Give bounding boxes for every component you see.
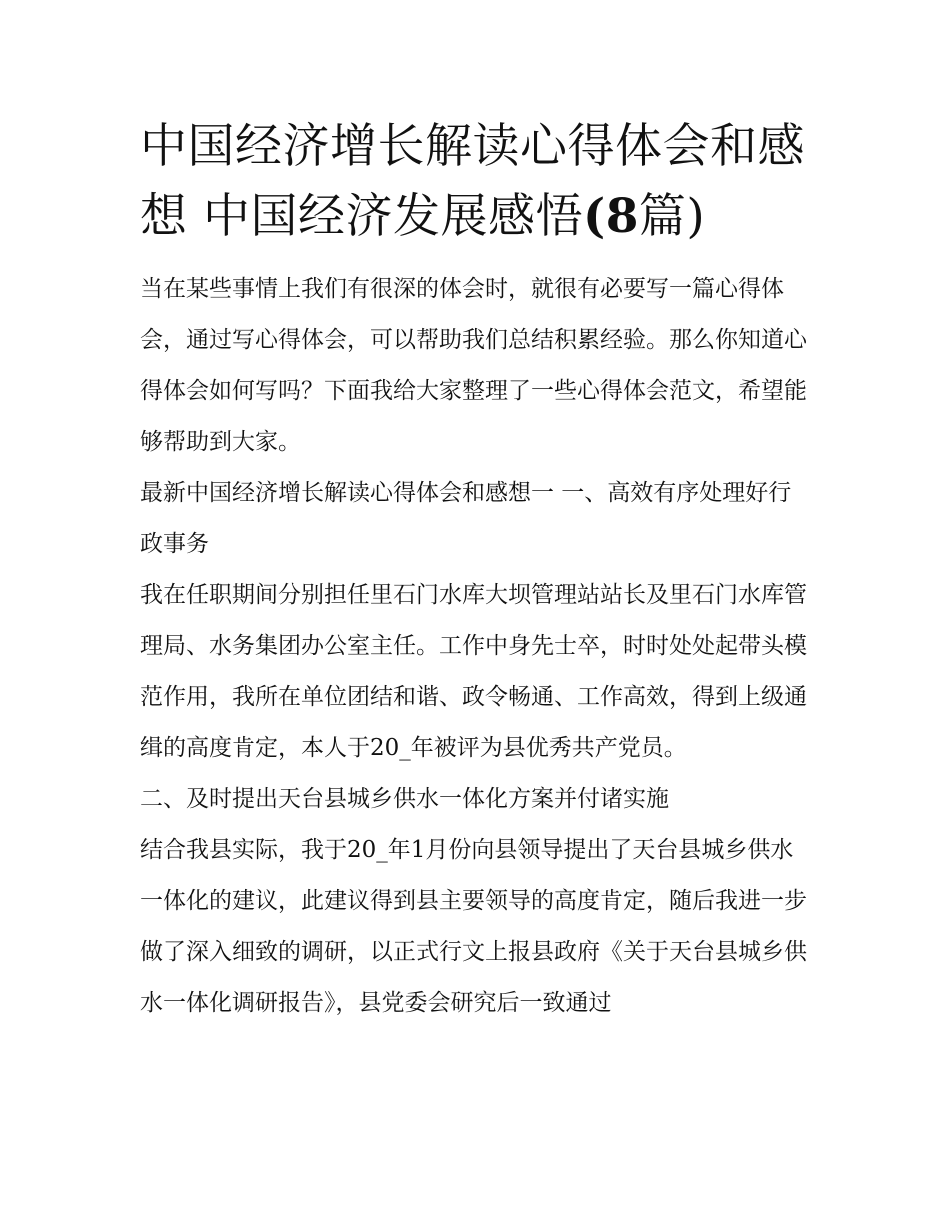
intro-paragraph: 当在某些事情上我们有很深的体会时，就很有必要写一篇心得体会，通过写心得体会，可以帮助我们总结积累经验。那么你知道心得体会如何写吗？下面我给大家整理了一些心得体会范文，希望能够帮助到大家。 bbox=[140, 276, 807, 455]
body-paragraph-2: 结合我县实际，我于20_年1月份向县领导提出了天台县城乡供水一体化的建议，此建议得到县主要领导的高度肯定，随后我进一步做了深入细致的调研，以正式行文上报县政府《关于天台县城乡供水一体化调研报告》，县党委会研究后一致通过 bbox=[140, 837, 807, 1016]
document-title bbox=[140, 112, 812, 252]
title-text: 中国经济增长解读心得体会和感想 中国经济发展感悟 bbox=[140, 119, 805, 244]
section-heading-2: 二、及时提出天台县城乡供水一体化方案并付诸实施 bbox=[140, 786, 669, 812]
body-paragraph-1: 我在任职期间分别担任里石门水库大坝管理站站长及里石门水库管理局、水务集团办公室主任。工作中身先士卒，时时处处起带头模范作用，我所在单位团结和谐、政令畅通、工作高效，得到上级通缉的高度肯定，本人于20_年被评为县优秀共产党员。 bbox=[140, 582, 807, 761]
document-page bbox=[140, 112, 812, 1029]
section-heading-1: 最新中国经济增长解读心得体会和感想一 一、高效有序处理好行政事务 bbox=[140, 480, 792, 557]
title-count: (8 bbox=[582, 189, 639, 244]
title-suffix: 篇) bbox=[638, 189, 706, 244]
